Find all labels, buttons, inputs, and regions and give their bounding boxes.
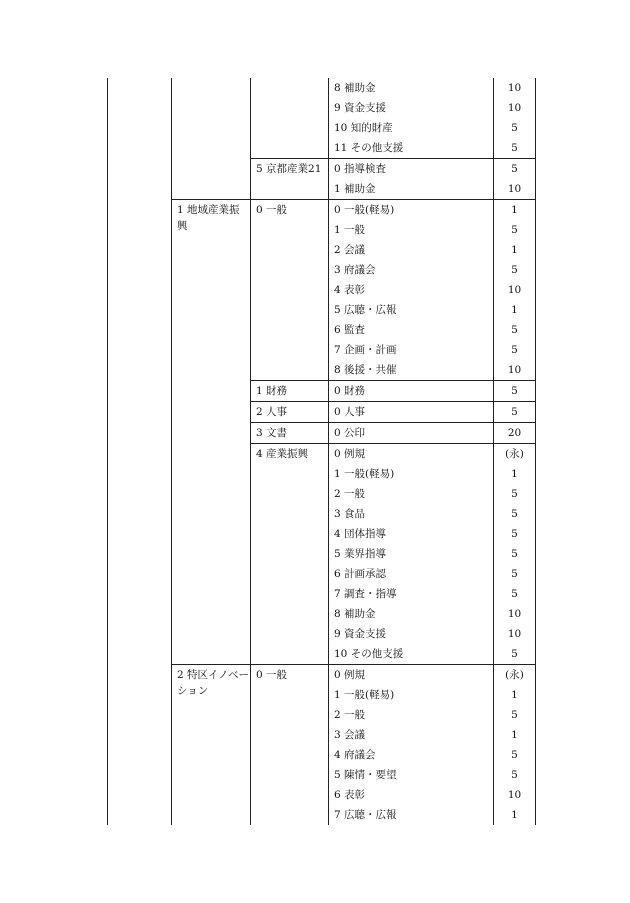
retention-years-cell: 5 [494,705,536,725]
category-cell: 2 人事 [251,402,329,423]
item-cell: 11 その他支援 [329,138,494,159]
item-cell: 6 監査 [329,320,494,340]
item-cell: 8 補助金 [329,604,494,624]
category-cell: 0 一般 [251,665,329,826]
retention-years-cell: 1 [494,464,536,484]
item-cell: 1 一般(軽易) [329,464,494,484]
item-cell: 0 公印 [329,423,494,444]
item-cell: 2 一般 [329,484,494,504]
division-cell: 1 地域産業振興 [172,200,251,665]
retention-years-cell: 5 [494,118,536,138]
item-cell: 7 調査・指導 [329,584,494,604]
item-cell: 10 知的財産 [329,118,494,138]
retention-years-cell: 5 [494,220,536,240]
retention-years-cell: 20 [494,423,536,444]
division-cell: 2 特区イノベーション [172,665,251,826]
item-cell: 6 計画承認 [329,564,494,584]
retention-years-cell: 5 [494,402,536,423]
item-cell: 2 会議 [329,240,494,260]
retention-years-cell: 5 [494,159,536,180]
retention-years-cell: (永) [494,444,536,465]
retention-years-cell: 10 [494,280,536,300]
retention-years-cell: 5 [494,524,536,544]
retention-years-cell: 1 [494,240,536,260]
retention-years-cell: 1 [494,200,536,221]
retention-years-cell: 10 [494,78,536,98]
item-cell: 7 広聴・広報 [329,805,494,825]
retention-years-cell: 1 [494,300,536,320]
item-cell: 3 府議会 [329,260,494,280]
retention-years-cell: 10 [494,360,536,381]
item-cell: 0 例規 [329,444,494,465]
table-row [108,200,536,221]
retention-years-cell: 1 [494,685,536,705]
retention-years-cell: 10 [494,785,536,805]
retention-years-cell: 5 [494,381,536,402]
category-cell: 1 財務 [251,381,329,402]
retention-years-cell: 5 [494,644,536,665]
item-cell: 8 後援・共催 [329,360,494,381]
category-cell [251,78,329,159]
item-cell: 2 一般 [329,705,494,725]
item-cell: 3 会議 [329,725,494,745]
category-cell: 4 産業振興 [251,444,329,665]
item-cell: 7 企画・計画 [329,340,494,360]
item-cell: 0 指導検査 [329,159,494,180]
retention-years-cell: 5 [494,320,536,340]
item-cell: 0 例規 [329,665,494,686]
item-cell: 0 財務 [329,381,494,402]
retention-years-cell: 10 [494,179,536,200]
retention-years-cell: 10 [494,98,536,118]
category-cell: 5 京都産業21 [251,159,329,200]
item-cell: 4 表彰 [329,280,494,300]
retention-years-cell: 1 [494,725,536,745]
item-cell: 4 府議会 [329,745,494,765]
item-cell: 9 資金支援 [329,98,494,118]
retention-years-cell: 10 [494,624,536,644]
item-cell: 1 一般(軽易) [329,685,494,705]
retention-years-cell: 5 [494,745,536,765]
table-row [108,78,536,98]
category-cell: 3 文書 [251,423,329,444]
table-row [108,665,536,686]
retention-years-cell: 1 [494,805,536,825]
item-cell: 10 その他支援 [329,644,494,665]
item-cell: 9 資金支援 [329,624,494,644]
item-cell: 5 陳情・要望 [329,765,494,785]
retention-years-cell: 5 [494,584,536,604]
retention-years-cell: 5 [494,138,536,159]
item-cell: 6 表彰 [329,785,494,805]
retention-years-cell: 5 [494,484,536,504]
item-cell: 5 広聴・広報 [329,300,494,320]
retention-years-cell: 5 [494,544,536,564]
empty-column-cell [108,78,172,825]
item-cell: 4 団体指導 [329,524,494,544]
item-cell: 3 食品 [329,504,494,524]
retention-years-cell: 5 [494,564,536,584]
item-cell: 8 補助金 [329,78,494,98]
retention-years-cell: 5 [494,260,536,280]
item-cell: 0 人事 [329,402,494,423]
retention-years-cell: 5 [494,765,536,785]
item-cell: 5 業界指導 [329,544,494,564]
division-cell [172,78,251,200]
item-cell: 0 一般(軽易) [329,200,494,221]
retention-years-cell: (永) [494,665,536,686]
item-cell: 1 一般 [329,220,494,240]
retention-schedule-table [107,78,536,825]
retention-years-cell: 5 [494,504,536,524]
retention-years-cell: 5 [494,340,536,360]
item-cell: 1 補助金 [329,179,494,200]
retention-years-cell: 10 [494,604,536,624]
category-cell: 0 一般 [251,200,329,381]
